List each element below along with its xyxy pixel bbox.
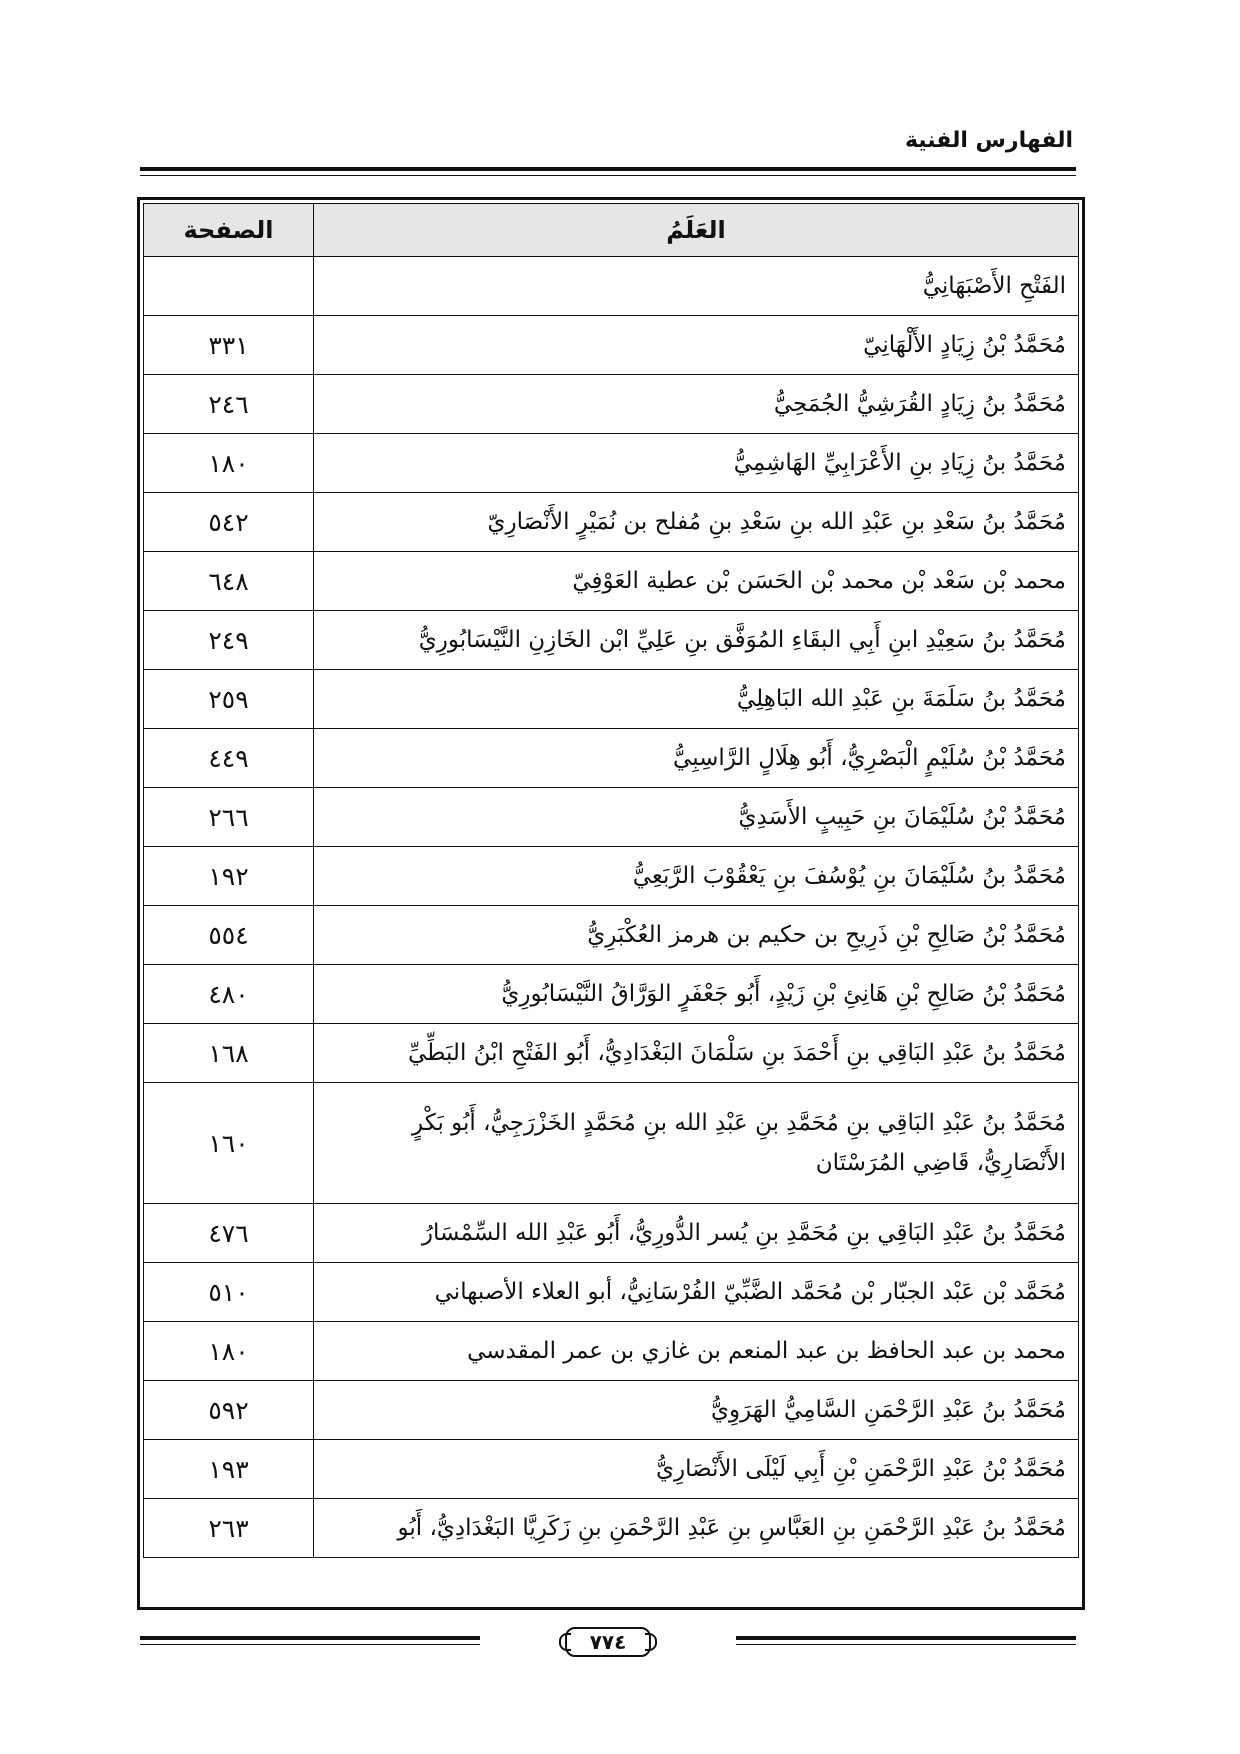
entry-page: ٢٥٩	[144, 670, 314, 729]
entry-page	[144, 257, 314, 316]
entry-page: ٥٤٢	[144, 493, 314, 552]
entry-name: مُحَمَّدُ بْنُ سُلَيْمَانَ بنِ حَبِيبٍ الأَسَدِيُّ	[314, 788, 1079, 847]
table-row	[144, 729, 1079, 788]
page-number: ٧٧٤	[565, 1627, 651, 1657]
index-table	[143, 203, 1079, 1558]
entry-name: مُحَمَّدُ بنُ سُلَيْمَانَ بنِ يُوْسُفَ بنِ يَعْقُوْبَ الرَّبَعِيُّ	[314, 847, 1079, 906]
table-header-row	[144, 204, 1079, 257]
table-row	[144, 493, 1079, 552]
entry-name: مُحَمَّدُ بنُ عَبْدِ الرَّحْمَنِ بنِ العَبَّاسِ بنِ عَبْدِ الرَّحْمَنِ بنِ زَكَرِيَّا البَغْدَادِيُّ، أَبُو	[314, 1499, 1079, 1558]
entry-page: ١٩٢	[144, 847, 314, 906]
entry-name: محمد بْن سَعْد بْن محمد بْن الحَسَن بْن عطية العَوْفِيّ	[314, 552, 1079, 611]
table-row	[144, 670, 1079, 729]
table-row	[144, 1322, 1079, 1381]
table-row	[144, 611, 1079, 670]
entry-name: مُحَمَّدُ بْنُ صَالِحِ بْنِ هَانِئِ بْنِ زَيْدٍ، أَبُو جَعْفَرٍ الوَرَّاقُ النَّيْسَابُورِيُّ	[314, 965, 1079, 1024]
table-row	[144, 1083, 1079, 1204]
entry-page: ٤٤٩	[144, 729, 314, 788]
table-row	[144, 552, 1079, 611]
entry-name: مُحَمَّدُ بْنُ عَبْدِ الرَّحْمَنِ بْنِ أَبِي لَيْلَى الأَنْصَارِيُّ	[314, 1440, 1079, 1499]
column-header-name: العَلَمُ	[314, 204, 1079, 257]
entry-name: مُحَمَّدُ بنُ عَبْدِ البَاقِي بنِ مُحَمَّدِ بنِ يُسر الدُّورِيُّ، أَبُو عَبْدِ الله السِّمْسَارُ	[314, 1204, 1079, 1263]
table-row	[144, 1204, 1079, 1263]
entry-page: ٢٦٦	[144, 788, 314, 847]
table-row	[144, 1381, 1079, 1440]
entry-page: ١٦٨	[144, 1024, 314, 1083]
entry-page: ١٦٠	[144, 1083, 314, 1204]
index-table-frame	[137, 197, 1085, 1610]
table-row	[144, 316, 1079, 375]
entry-name: مُحَمَّد بْن عَبْد الجبّار بْن مُحَمَّد الضَّبِّيّ الفُرْسَانِيُّ، أبو العلاء الأصبهاني	[314, 1263, 1079, 1322]
entry-name: مُحَمَّدُ بْنُ زِيَادٍ الأَلْهَانِيّ	[314, 316, 1079, 375]
table-row	[144, 1024, 1079, 1083]
entry-page: ٥١٠	[144, 1263, 314, 1322]
entry-name: الفَتْحِ الأَصْبَهَانِيُّ	[314, 257, 1079, 316]
table-row	[144, 434, 1079, 493]
table-row	[144, 375, 1079, 434]
column-header-page: الصفحة	[144, 204, 314, 257]
entry-page: ٤٨٠	[144, 965, 314, 1024]
table-row	[144, 1263, 1079, 1322]
table-row	[144, 906, 1079, 965]
entry-page: ٢٤٦	[144, 375, 314, 434]
entry-page: ٥٥٤	[144, 906, 314, 965]
entry-name: مُحَمَّدُ بنُ سَعْدِ بنِ عَبْدِ الله بنِ سَعْدِ بنِ مُفلح بن نُمَيْرٍ الأَنْصَارِيّ	[314, 493, 1079, 552]
running-header: الفهارس الفنية	[904, 128, 1073, 153]
table-row	[144, 847, 1079, 906]
entry-page: ٢٦٣	[144, 1499, 314, 1558]
entry-page: ٢٤٩	[144, 611, 314, 670]
entry-page: ١٩٣	[144, 1440, 314, 1499]
entry-page: ٣٣١	[144, 316, 314, 375]
footer-rule-right	[736, 1636, 1076, 1645]
entry-page: ١٨٠	[144, 434, 314, 493]
entry-page: ٥٩٢	[144, 1381, 314, 1440]
entry-name: مُحَمَّدُ بنُ عَبْدِ البَاقِي بنِ مُحَمَّدِ بنِ عَبْدِ الله بنِ مُحَمَّدٍ الخَزْرَجِيُّ، أَبُو بَكْرٍ الأَنْصَارِيُّ، قَاضِي المُرَسْتَان	[314, 1083, 1079, 1204]
entry-name: مُحَمَّدُ بنُ عَبْدِ البَاقِي بنِ أَحْمَدَ بنِ سَلْمَانَ البَغْدَادِيُّ، أَبُو الفَتْحِ ابْنُ البَطِّيِّ	[314, 1024, 1079, 1083]
table-row	[144, 965, 1079, 1024]
table-row	[144, 257, 1079, 316]
entry-name: مُحَمَّدُ بنُ سَلَمَةَ بنِ عَبْدِ الله البَاهِلِيُّ	[314, 670, 1079, 729]
entry-page: ٤٧٦	[144, 1204, 314, 1263]
entry-page: ١٨٠	[144, 1322, 314, 1381]
entry-name: مُحَمَّدُ بنُ زِيَادِ بنِ الأَعْرَابِيِّ الهَاشِمِيُّ	[314, 434, 1079, 493]
entry-name: مُحَمَّدُ بنُ زِيَادٍ القُرَشِيُّ الجُمَحِيُّ	[314, 375, 1079, 434]
table-row	[144, 1440, 1079, 1499]
table-body	[144, 257, 1079, 1558]
footer-rule-left	[140, 1636, 480, 1645]
footer	[140, 1627, 1076, 1655]
table-row	[144, 788, 1079, 847]
entry-name: مُحَمَّدُ بْنُ سُلَيْمٍ الْبَصْرِيُّ، أَبُو هِلَالٍ الرَّاسِبِيُّ	[314, 729, 1079, 788]
entry-name: مُحَمَّدُ بْنُ صَالِحِ بْنِ ذَرِيحِ بن حكيم بن هرمز العُكْبَرِيُّ	[314, 906, 1079, 965]
entry-page: ٦٤٨	[144, 552, 314, 611]
entry-name: مُحَمَّدُ بنُ عَبْدِ الرَّحْمَنِ السَّامِيُّ الهَرَوِيُّ	[314, 1381, 1079, 1440]
entry-name: مُحَمَّدُ بنُ سَعِيْدِ ابنِ أَبِي البقَاءِ المُوَفَّق بنِ عَلِيِّ ابْن الخَازِنِ النَّيْسَابُورِيُّ	[314, 611, 1079, 670]
header-rule	[140, 167, 1076, 176]
entry-name: محمد بن عبد الحافظ بن عبد المنعم بن غازي بن عمر المقدسي	[314, 1322, 1079, 1381]
table-row	[144, 1499, 1079, 1558]
